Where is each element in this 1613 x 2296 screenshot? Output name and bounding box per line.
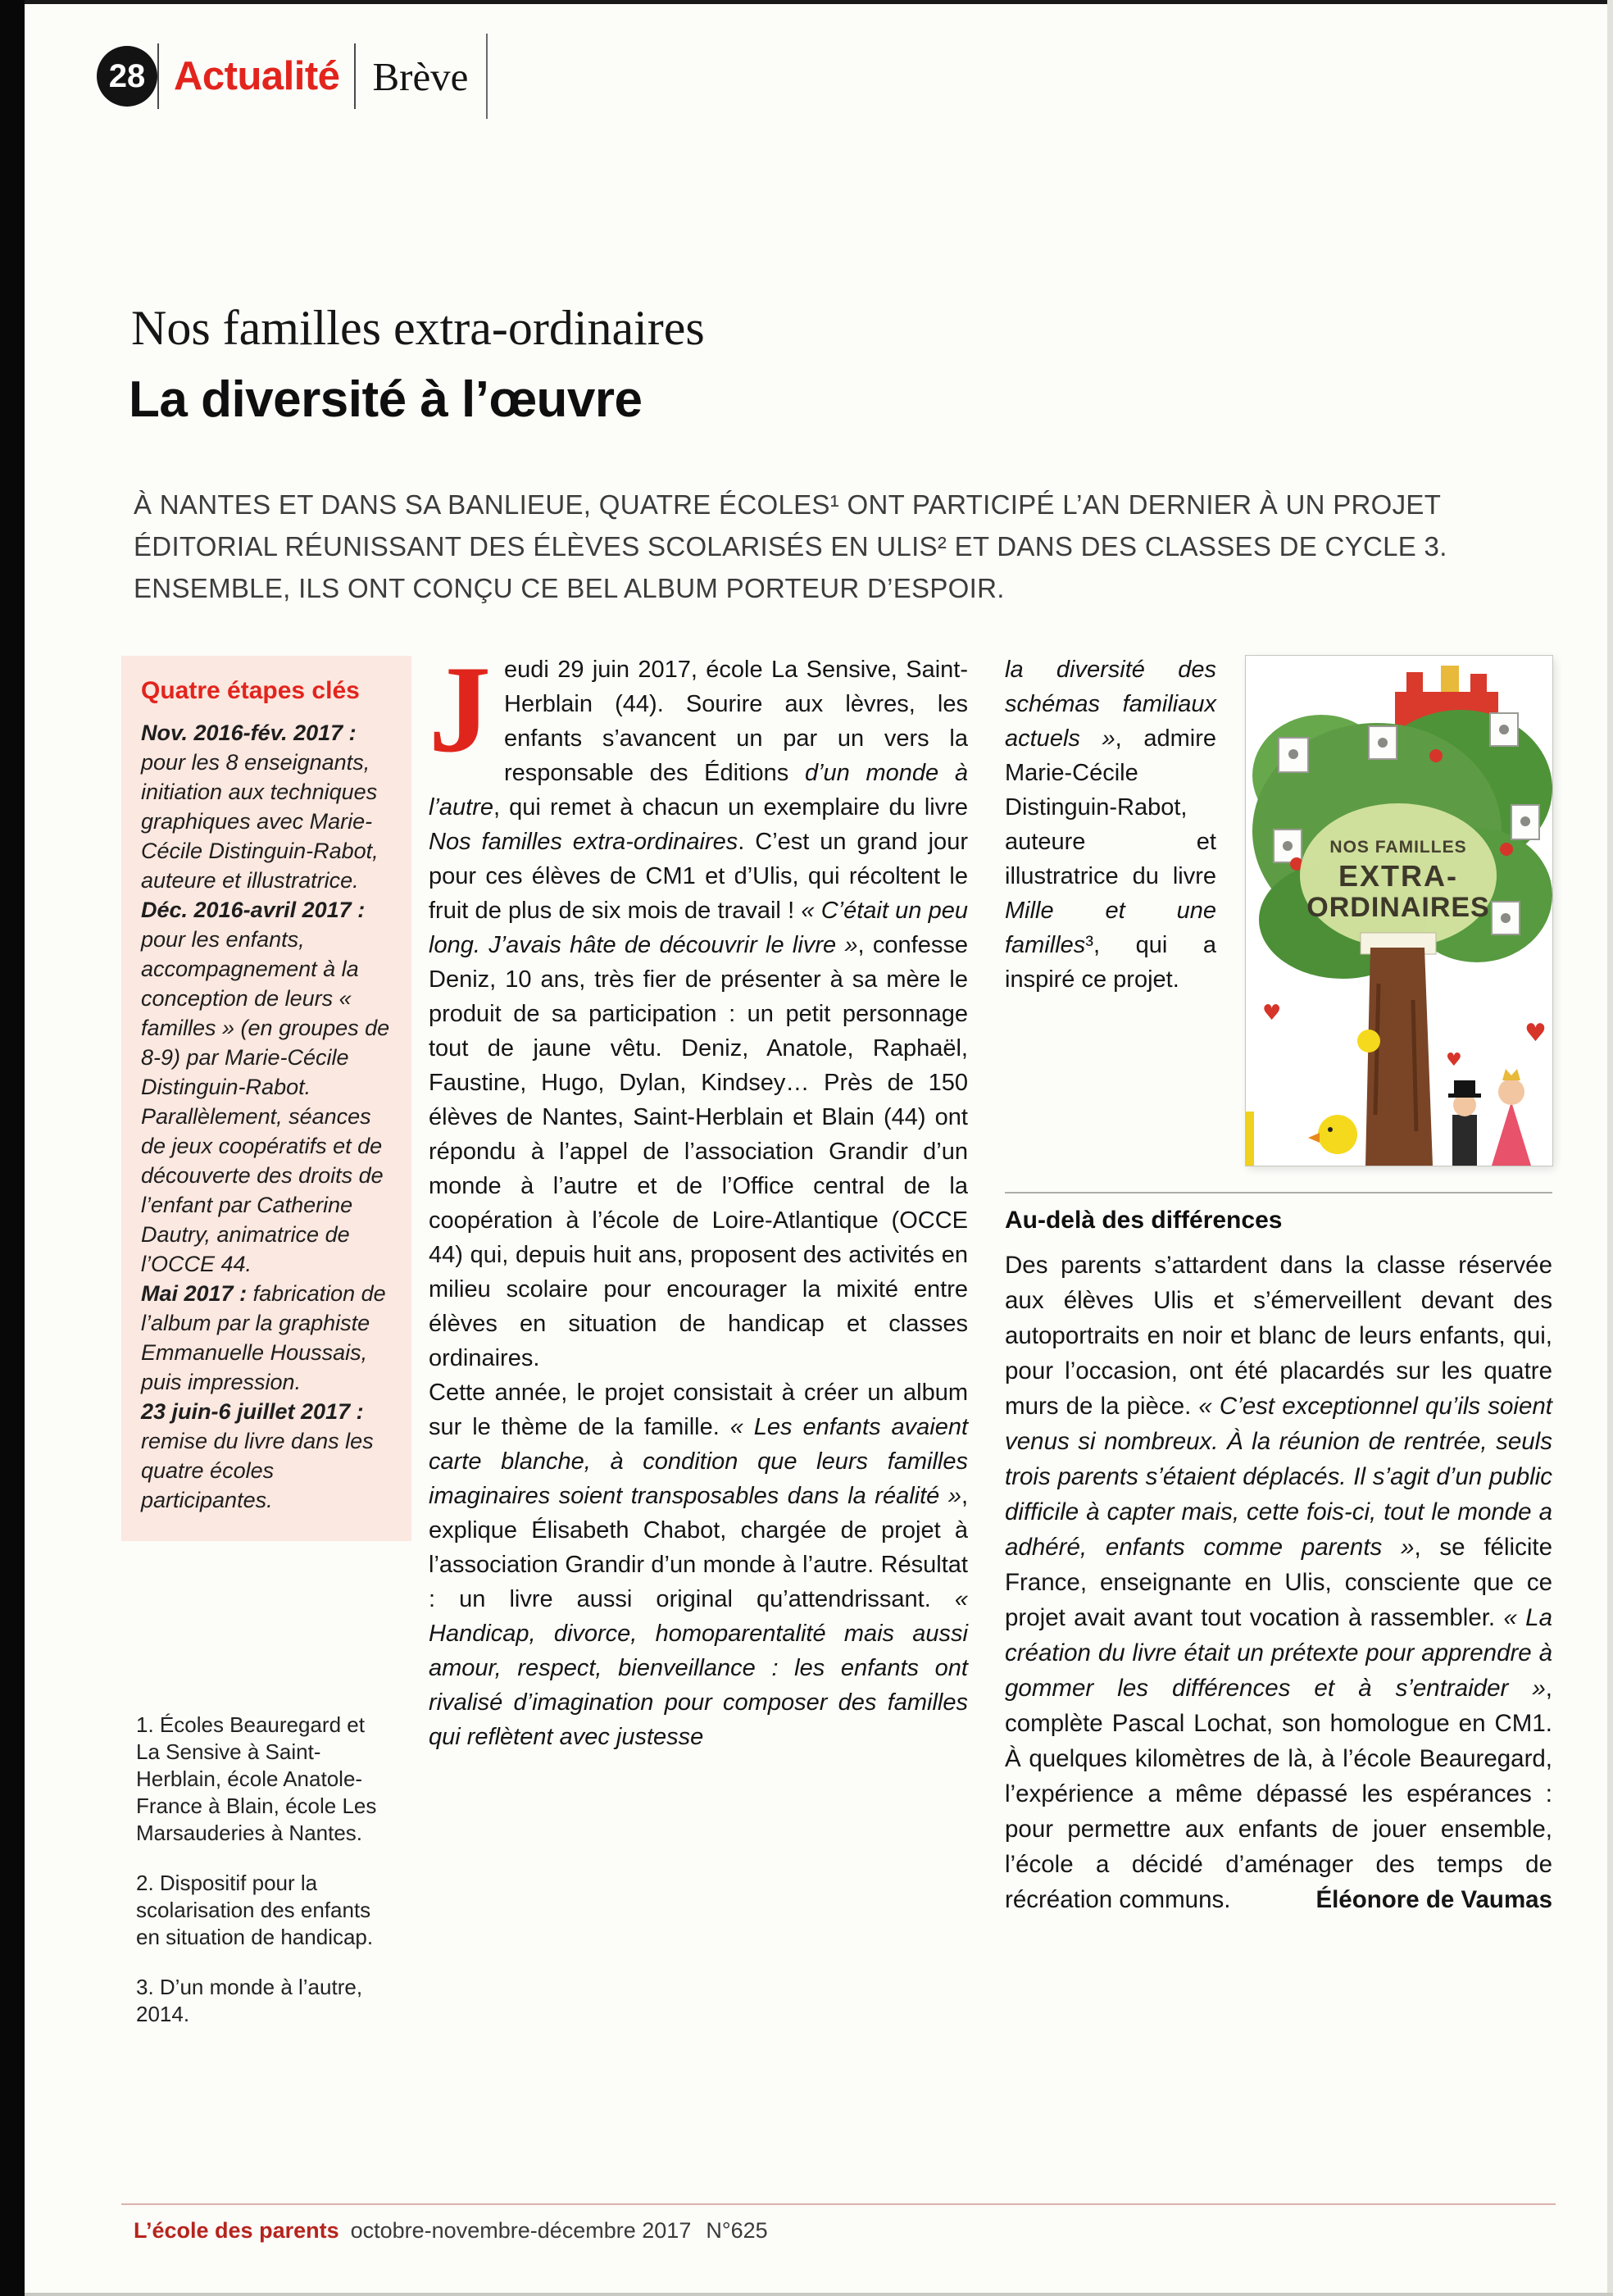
sidebar-entry (141, 1397, 393, 1515)
sidebar-title: Quatre étapes clés (141, 677, 360, 704)
footnotes (136, 1712, 384, 2051)
paragraph-text: Des parents s’attardent dans la classe réservée aux élèves Ulis et s’émerveillent devant des autoportraits en noir et blanc de leurs enfants, qui, pour l’occasion, ont été placardés sur les quatre murs de la pièce. « C’est exceptionnel qu’ils soient venus si nombreux. À la réunion de rentrée, seuls trois parents s’étaient déplacés. Il s’agit d’un public difficile à capter mais, cette fois-ci, tout le monde a adhéré, enfants comme parents », se félicite France, enseignante en Ulis, consciente que ce projet avait avant tout vocation à rassembler. « La création du livre était un prétexte pour apprendre à gommer les différences et à s’entraider », complète Pascal Lochat, son homologue en CM1. À quelques kilomètres de là, à l’école Beauregard, l’expérience a même dépassé les espérances : pour permettre aux enfants de jouer ensemble, l’école a décidé d’aménager des temps de récréation communs. (1005, 1252, 1552, 1913)
svg-text:♥: ♥ (1524, 1019, 1547, 1048)
byline: Éléonore de Vaumas (1315, 1886, 1552, 1913)
book-cover-title-line3: ORDINAIRES (1306, 892, 1490, 923)
book-cover-image (1246, 656, 1552, 1166)
sidebar-entry-date: Mai 2017 : (141, 1281, 248, 1306)
article-paragraph (429, 1375, 968, 1754)
svg-text:♥: ♥ (1262, 1001, 1282, 1025)
scan-edge-top (25, 0, 1613, 4)
masthead-divider-tall (486, 34, 488, 119)
drop-cap: J (429, 640, 491, 778)
article-column-2 (1005, 652, 1552, 2218)
standfirst: À NANTES ET DANS SA BANLIEUE, QUATRE ÉCOLES¹ ONT PARTICIPÉ L’AN DERNIER À UN PROJET ÉDITORIAL RÉUNISSANT DES ÉLÈVES SCOLARISÉS EN ULIS² ET DANS DES CLASSES DE CYCLE 3. ENSEMBLE, ILS ONT CONÇU CE BEL ALBUM PORTEUR D’ESPOIR. (134, 489, 1447, 603)
sidebar-box (121, 656, 411, 1541)
section-label: Actualité (174, 54, 340, 98)
paragraph-text: Cette année, le projet consistait à créer un album sur le thème de la famille. « Les enfants avaient carte blanche, à condition que leurs familles imaginaires soient transposables dans la réalité », explique Élisabeth Chabot, chargée de projet à l’association Grandir d’un monde à l’autre. Résultat : un livre aussi original qu’attendrissant. « Handicap, divorce, homoparentalité mais aussi amour, respect, bienveillance : les enfants ont rivalisé d’imagination pour composer des familles qui reflètent avec justesse (429, 1380, 969, 1750)
footnote-1: 1. Écoles Beauregard et La Sensive à Saint-Herblain, école Anatole-France à Blain, école Les Marsauderies à Nantes. (136, 1712, 377, 1845)
sidebar-entry-date: Déc. 2016-avril 2017 : (141, 898, 366, 922)
book-cover-title-line2: EXTRA- (1338, 859, 1458, 893)
scan-edge-bottom (25, 2293, 1613, 2296)
article-paragraph (429, 640, 968, 1375)
masthead (97, 31, 488, 121)
sidebar-entry-text: fabrication de l’album par la graphiste Emmanuelle Houssais, puis impression. (141, 1281, 386, 1394)
page-footer (134, 2218, 768, 2244)
sidebar-entry (141, 895, 393, 1279)
footer-date: octobre-novembre-décembre 2017 (350, 2218, 692, 2243)
sidebar-entry-text: pour les 8 enseignants, initiation aux techniques graphiques avec Marie-Cécile Distinguin-Rabot, auteure et illustratrice. (141, 750, 379, 893)
sidebar-entry-date: 23 juin-6 juillet 2017 : (141, 1399, 364, 1424)
footnote-3: 3. D’un monde à l’autre, 2014. (136, 1975, 363, 2026)
article-column-1 (429, 640, 969, 1754)
page-title: La diversité à l’œuvre (129, 371, 643, 428)
footer-rule (121, 2203, 1556, 2205)
sidebar-entry-date: Nov. 2016-fév. 2017 : (141, 721, 357, 745)
masthead-divider (354, 43, 356, 109)
section-heading: Au-delà des différences (1005, 1207, 1283, 1234)
rubric-label: Brève (372, 53, 469, 99)
footnote-2: 2. Dispositif pour la scolarisation des enfants en situation de handicap. (136, 1871, 374, 1949)
magazine-name: L’école des parents (134, 2218, 339, 2243)
paragraph-text: eudi 29 juin 2017, école La Sensive, Saint-Herblain (44). Sourire aux lèvres, les enfants s’avancent un par un vers la responsable des Éditions d’un monde à l’autre, qui remet à chacun un exemplaire du livre Nos familles extra-ordinaires. C’est un grand jour pour ces élèves de CM1 et d’Ulis, qui récoltent le fruit de plus de six mois de travail ! « C’était un peu long. J’avais hâte de découvrir le livre », confesse Deniz, 10 ans, très fier de présenter à sa mère le produit de sa participation : un petit personnage tout de jaune vêtu. Deniz, Anatole, Raphaël, Faustine, Hugo, Dylan, Kindsey… Près de 150 élèves de Nantes, Saint-Herblain et Blain (44) ont répondu à l’appel de l’association Grandir d’un monde à l’autre et de l’Office central de la coopération à l’école de Loire-Atlantique (OCCE 44) qui, depuis huit ans, proposent des activités en milieu scolaire pour encourager la mixité entre élèves en situation de handicap et classes ordinaires. (429, 657, 968, 1371)
svg-text:♥: ♥ (1446, 1050, 1462, 1071)
footer-issue-number: N°625 (706, 2218, 768, 2243)
sidebar-entry-text: remise du livre dans les quatre écoles participantes. (141, 1429, 374, 1512)
book-cover-title-line1: NOS FAMILLES (1329, 838, 1467, 857)
page-number-badge: 28 (97, 46, 157, 107)
sidebar-entry (141, 718, 393, 895)
scan-edge-right (1607, 0, 1613, 2296)
sidebar-entry-text: pour les enfants, accompagnement à la conception de leurs « familles » (en groupes de 8-9) par Marie-Cécile Distinguin-Rabot. Parallèlement, séances de jeux coopératifs et de découverte des droits de l’enfant par Catherine Dautry, animatrice de l’OCCE 44. (141, 927, 390, 1276)
scan-edge-left (0, 0, 25, 2296)
masthead-divider (157, 43, 159, 109)
paragraph-text: la diversité des schémas familiaux actuels », admire Marie-Cécile Distinguin-Rabot, auteure et illustratrice du livre Mille et une familles³, qui a inspiré ce projet. (1005, 657, 1216, 993)
article-paragraph (1005, 652, 1216, 997)
book-cover-illustration (1246, 656, 1552, 1166)
article-paragraph (1005, 1248, 1552, 1917)
section-rule (1005, 1192, 1552, 1193)
article-kicker: Nos familles extra-ordinaires (131, 301, 705, 355)
sidebar-entry (141, 1279, 393, 1397)
